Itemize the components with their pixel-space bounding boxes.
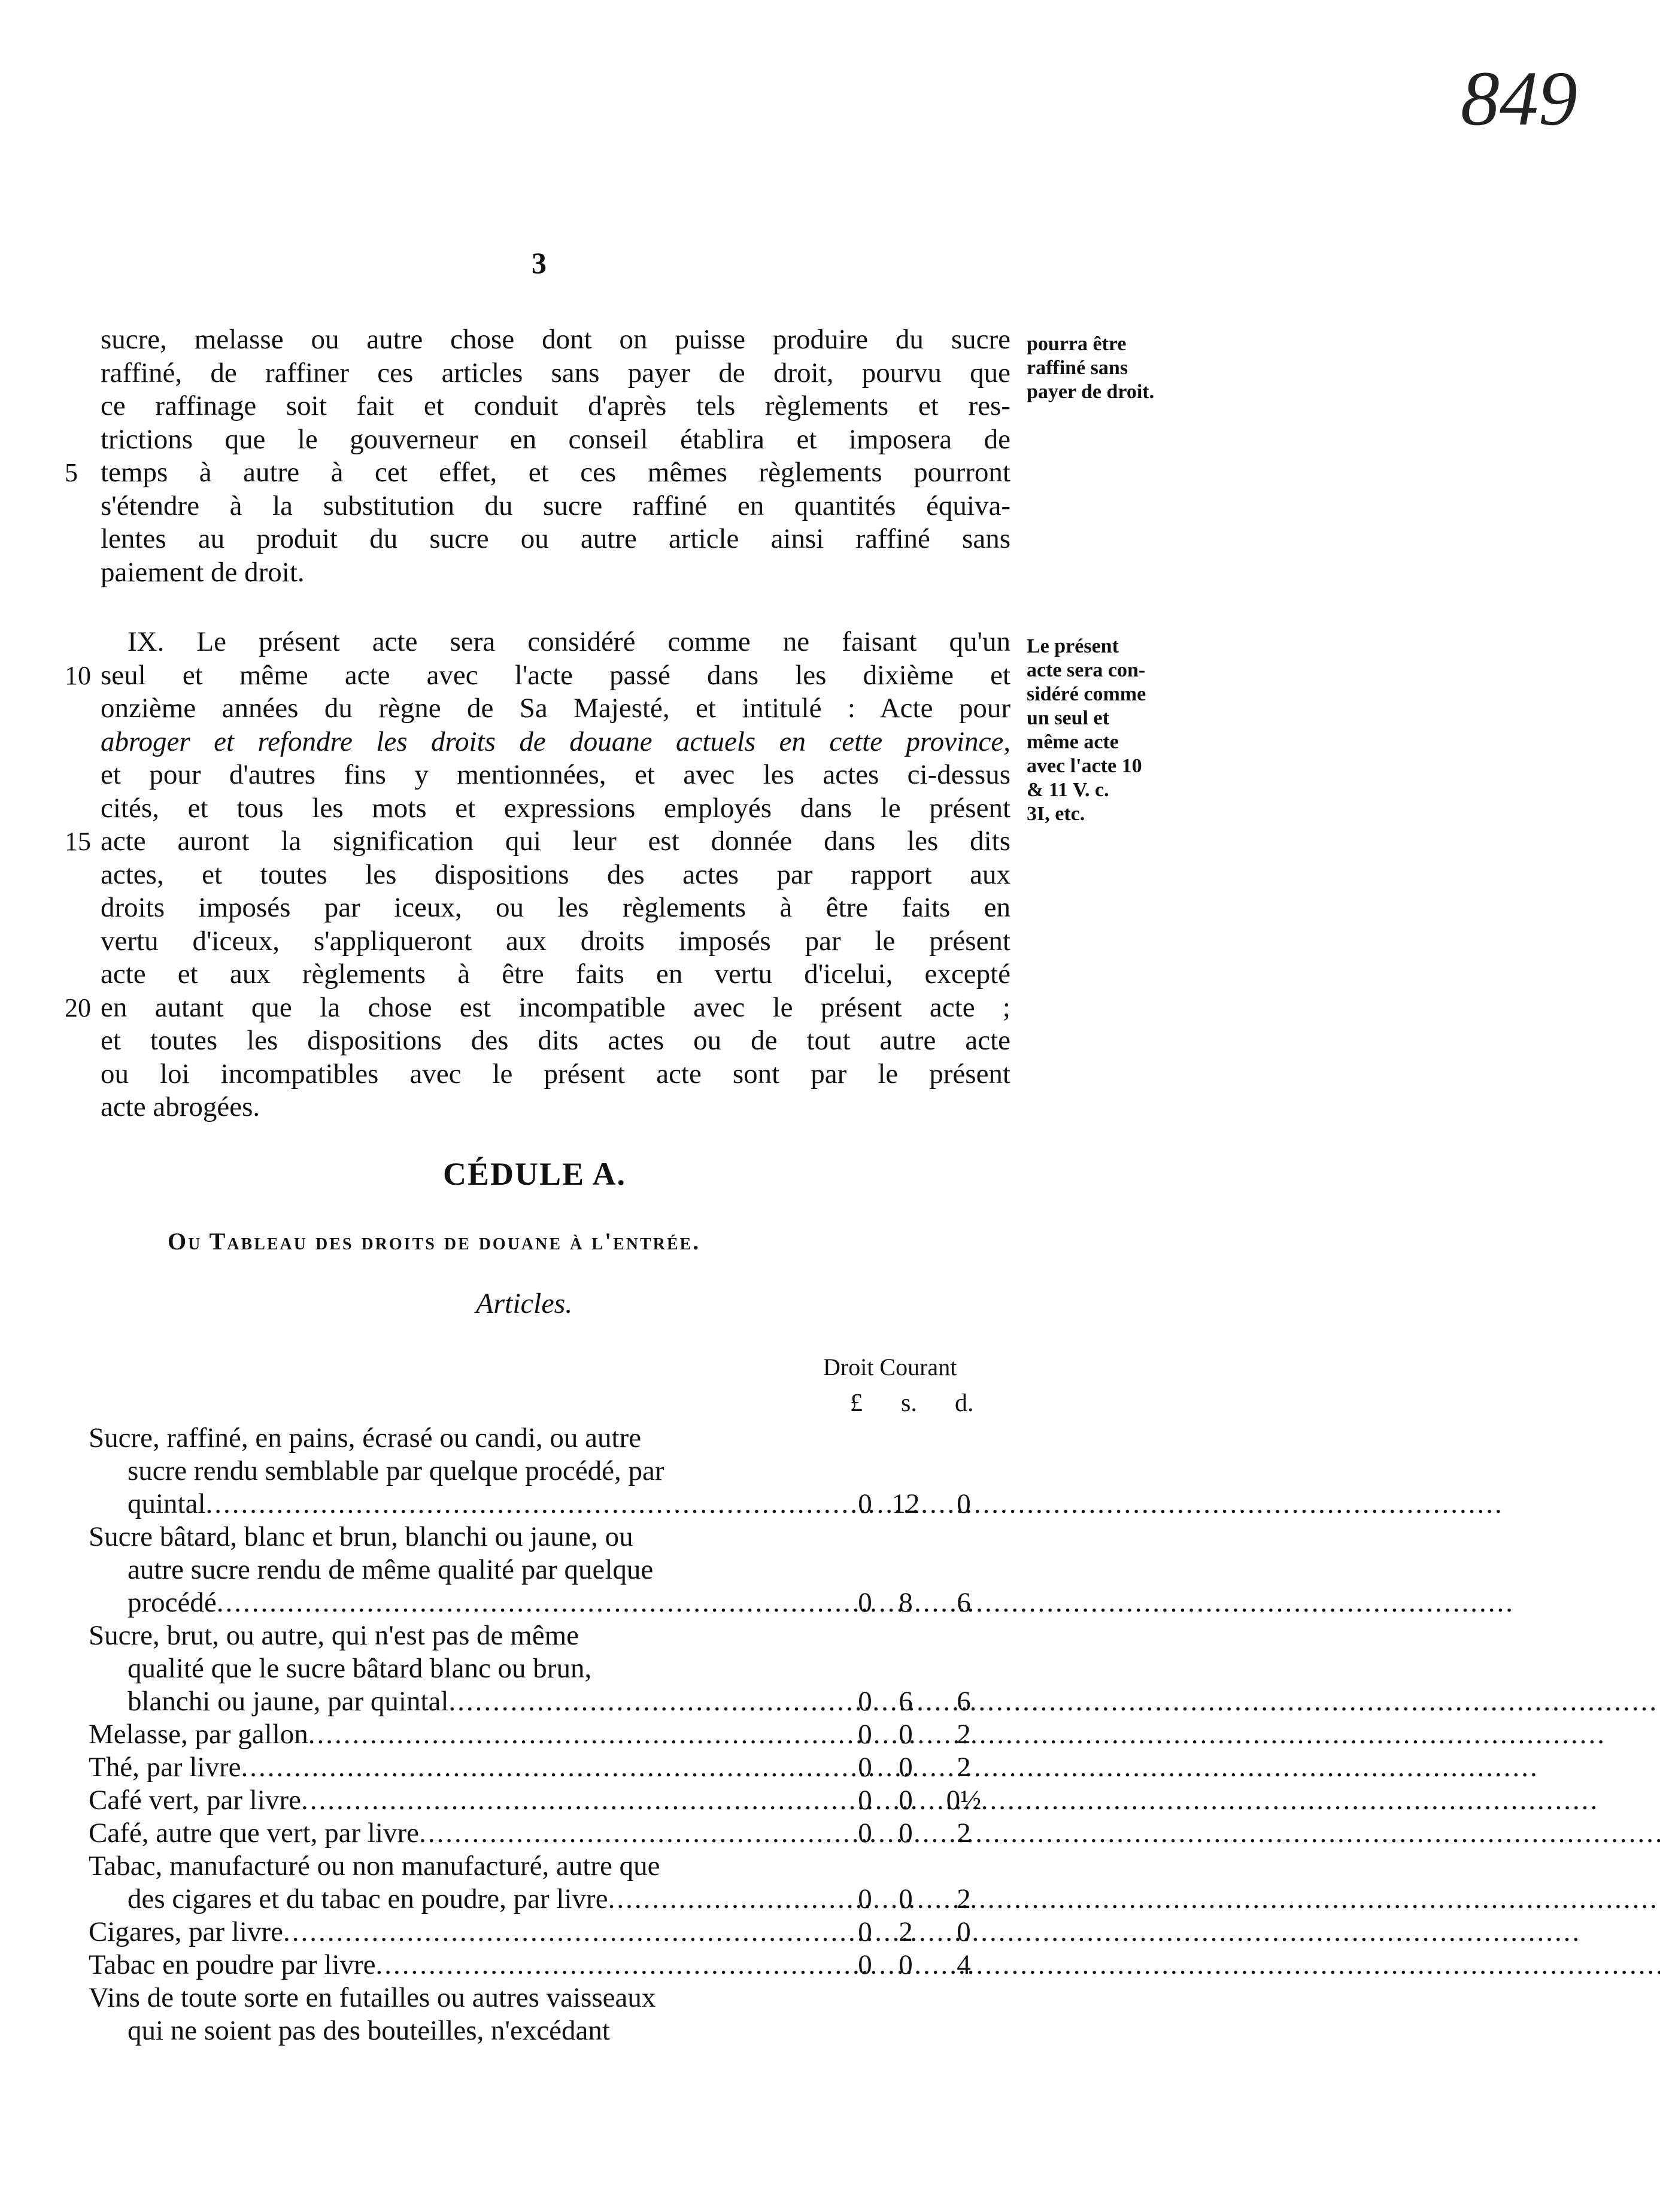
- article-text: Cigares, par livre .....: [89, 1916, 828, 1949]
- margin-note-line: un seul et: [1027, 707, 1109, 729]
- line-number: 5: [65, 458, 78, 487]
- amount-pounds: 0: [858, 1817, 872, 1849]
- amount-shillings: 0: [899, 1883, 913, 1914]
- table-row: [89, 1751, 828, 1784]
- amount-pence: 2: [957, 1817, 971, 1849]
- table-row: [89, 1817, 828, 1850]
- article-text: quintal .....: [89, 1488, 828, 1521]
- amount-pence: 4: [957, 1949, 971, 1980]
- articles-label: Articles.: [476, 1288, 573, 1319]
- margin-note-2: [1027, 635, 1200, 826]
- amount-pence: 6: [957, 1686, 971, 1717]
- text-line: lentes au produit du sucre ou autre article ainsi raffiné sans: [101, 523, 1010, 554]
- line-number: 10: [65, 660, 91, 690]
- folio-number: 849: [1461, 56, 1577, 142]
- article-text: blanchi ou jaune, par quintal .....: [89, 1685, 828, 1718]
- text-line: acte abrogées.: [101, 1091, 260, 1122]
- page-number: 3: [532, 246, 547, 280]
- amount-pence: 2: [957, 1719, 971, 1750]
- text-line: ce raffinage soit fait et conduit d'après tels règlements et res-: [101, 390, 1010, 421]
- text-line: 15 acte auront la signification qui leur est donnée dans les dits: [101, 825, 1010, 858]
- amount-pence: 0: [957, 1916, 971, 1947]
- schedule-title: CÉDULE A.: [443, 1156, 627, 1192]
- table-row: [89, 1850, 828, 1916]
- amount-pounds: 0: [858, 1686, 872, 1717]
- table-row: [89, 1521, 828, 1619]
- text-line: paiement de droit.: [101, 556, 305, 588]
- article-text: sucre rendu semblable par quelque procédé, par: [128, 1455, 664, 1486]
- article-text: Sucre, raffiné, en pains, écrasé ou candi, ou autre: [89, 1422, 642, 1454]
- article-text: Café vert, par livre .....: [89, 1784, 828, 1817]
- article-text: Tabac, manufacturé ou non manufacturé, autre que: [89, 1850, 660, 1882]
- text-line: IX. Le présent acte sera considéré comme ne faisant qu'un: [128, 626, 1010, 657]
- margin-note-line: raffiné sans: [1027, 357, 1128, 379]
- article-text: qualité que le sucre bâtard blanc ou brun,: [128, 1653, 592, 1684]
- unit-pound: £: [850, 1389, 863, 1417]
- article-text: qui ne soient pas des bouteilles, n'excédant: [128, 2015, 610, 2046]
- margin-note-line: Le présent: [1027, 635, 1119, 657]
- table-row: [89, 1949, 828, 1982]
- line-number: 15: [65, 827, 91, 856]
- amount-pence: 0: [957, 1488, 971, 1519]
- table-row: [89, 1982, 828, 2047]
- article-text: des cigares et du tabac en poudre, par livre .....: [89, 1883, 828, 1916]
- article-text: Thé, par livre .....: [89, 1751, 828, 1784]
- margin-note-line: sidéré comme: [1027, 683, 1146, 705]
- margin-note-line: 3I, etc.: [1027, 803, 1085, 825]
- margin-note-1: [1027, 332, 1200, 404]
- dot-leader: [376, 1949, 1660, 1980]
- unit-pence: d.: [955, 1389, 974, 1417]
- margin-note-line: acte sera con-: [1027, 659, 1146, 681]
- text-line: abroger et refondre les droits de douane actuels en cette province,: [101, 726, 1010, 757]
- amount-pounds: 0: [858, 1719, 872, 1750]
- article-text: Sucre bâtard, blanc et brun, blanchi ou jaune, ou: [89, 1521, 633, 1552]
- table-row: [89, 1422, 828, 1521]
- text-line: et pour d'autres fins y mentionnées, et avec les actes ci-dessus: [101, 759, 1010, 790]
- amount-shillings: 12: [891, 1488, 920, 1519]
- amount-pounds: 0: [858, 1916, 872, 1947]
- margin-note-line: payer de droit.: [1027, 381, 1155, 403]
- table-row: [89, 1718, 828, 1751]
- text-line: 20 en autant que la chose est incompatible avec le présent acte ;: [101, 991, 1010, 1025]
- article-text: Tabac en poudre par livre .....: [89, 1949, 828, 1982]
- text-line: raffiné, de raffiner ces articles sans payer de droit, pourvu que: [101, 357, 1010, 389]
- text-line: droits imposés par iceux, ou les règlements à être faits en: [101, 892, 1010, 923]
- amount-pence: 0½: [946, 1785, 982, 1816]
- margin-note-line: même acte: [1027, 731, 1119, 753]
- amount-pounds: 0: [858, 1752, 872, 1783]
- dot-leader: [419, 1817, 1660, 1849]
- schedule-subtitle: Ou Tableau des droits de douane à l'entrée.: [168, 1228, 701, 1255]
- amount-pounds: 0: [858, 1949, 872, 1980]
- amount-shillings: 2: [899, 1916, 913, 1947]
- text-line: 10 seul et même acte avec l'acte passé dans les dixième et: [101, 659, 1010, 693]
- paragraph-1: [65, 323, 1010, 589]
- amount-pounds: 0: [858, 1488, 872, 1519]
- article-text: Sucre, brut, ou autre, qui n'est pas de même: [89, 1620, 579, 1651]
- amount-pounds: 0: [858, 1785, 872, 1816]
- text-line: et toutes les dispositions des dits actes ou de tout autre acte: [101, 1025, 1010, 1056]
- text-line: acte et aux règlements à être faits en vertu d'icelui, excepté: [101, 958, 1010, 990]
- margin-note-line: pourra être: [1027, 333, 1127, 355]
- text-line: cités, et tous les mots et expressions employés dans le présent: [101, 792, 1010, 824]
- amount-pence: 6: [957, 1587, 971, 1618]
- amount-pence: 2: [957, 1883, 971, 1914]
- paragraph-2: [65, 626, 1010, 1124]
- text-line: actes, et toutes les dispositions des actes par rapport aux: [101, 858, 1010, 890]
- table-row: [89, 1784, 828, 1817]
- text-line: ou loi incompatibles avec le présent acte sont par le présent: [101, 1058, 1010, 1090]
- amount-shillings: 0: [899, 1719, 913, 1750]
- amount-shillings: 0: [899, 1949, 913, 1980]
- amount-shillings: 0: [899, 1817, 913, 1849]
- margin-note-line: avec l'acte 10: [1027, 755, 1142, 777]
- amount-shillings: 0: [899, 1785, 913, 1816]
- table-row: [89, 1619, 828, 1718]
- amount-pence: 2: [957, 1752, 971, 1783]
- text-line: 5 temps à autre à cet effet, et ces mêmes règlements pourront: [101, 456, 1010, 490]
- dot-leader: [448, 1686, 1660, 1717]
- amount-shillings: 8: [899, 1587, 913, 1618]
- text-line: s'étendre à la substitution du sucre raffiné en quantités équiva-: [101, 490, 1010, 521]
- article-text: autre sucre rendu de même qualité par quelque: [128, 1554, 654, 1585]
- unit-shilling: s.: [901, 1389, 917, 1417]
- text-line: sucre, melasse ou autre chose dont on puisse produire du sucre: [101, 324, 1010, 355]
- text-line: trictions que le gouverneur en conseil établira et imposera de: [101, 423, 1010, 455]
- amount-pounds: 0: [858, 1883, 872, 1914]
- text-line: vertu d'iceux, s'appliqueront aux droits imposés par le présent: [101, 925, 1010, 957]
- amount-shillings: 6: [899, 1686, 913, 1717]
- margin-note-line: & 11 V. c.: [1027, 779, 1109, 801]
- dot-leader: [608, 1883, 1660, 1914]
- dot-leader: [283, 1916, 1581, 1947]
- column-header: Droit Courant: [823, 1354, 957, 1380]
- article-text: procédé .....: [89, 1586, 828, 1619]
- article-text: Vins de toute sorte en futailles ou autres vaisseaux: [89, 1982, 656, 2013]
- amount-shillings: 0: [899, 1752, 913, 1783]
- amount-pounds: 0: [858, 1587, 872, 1618]
- line-number: 20: [65, 993, 91, 1022]
- table-row: [89, 1916, 828, 1949]
- text-line: onzième années du règne de Sa Majesté, et intitulé : Acte pour: [101, 693, 1010, 724]
- article-text: Café, autre que vert, par livre .....: [89, 1817, 828, 1850]
- article-text: Melasse, par gallon .....: [89, 1718, 828, 1751]
